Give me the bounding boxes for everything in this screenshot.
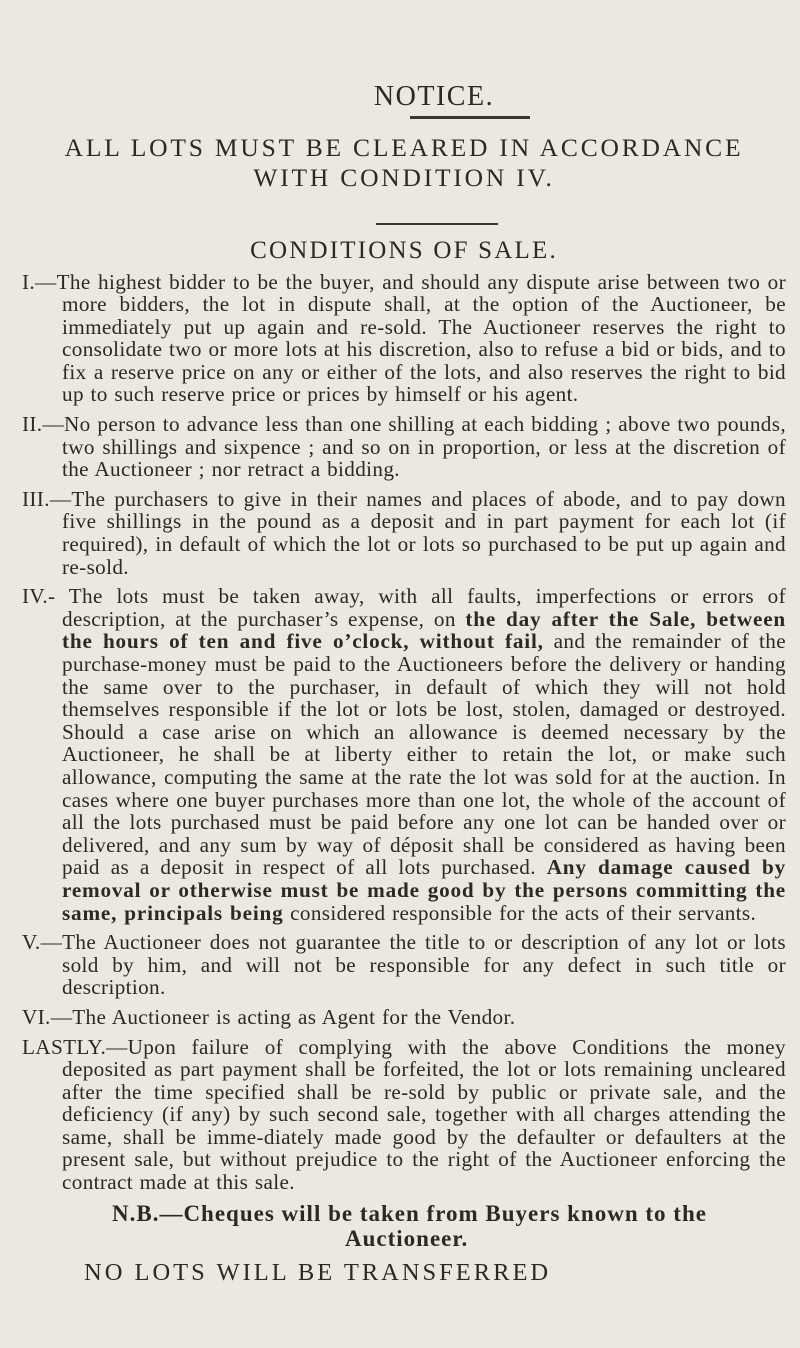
cheques-note-continued: Auctioneer. (345, 1225, 469, 1251)
condition-text: The Auctioneer is acting as Agent for the Vendor. (72, 1004, 516, 1029)
condition-number: V.— (22, 930, 63, 955)
collection-time-text: the day after the Sale, between the hours of ten and five o’clock, without fail, (62, 606, 786, 654)
no-transfer-notice: NO LOTS WILL BE TRANSFERRED (84, 1258, 552, 1286)
condition-2 (22, 413, 786, 481)
notice-title: NOTICE. (373, 81, 495, 112)
condition-text: The purchasers to give in their names and places of abode, and to pay down five shillings in the pound as a deposit and in part payment for each lot (if required), in default of which the lot or lots so purchased to be put up again and re-sold. (62, 486, 786, 579)
condition-text: The lots must be taken away, with all faults, imperfections or errors of description, at the purchaser’s expense, on (62, 584, 787, 631)
condition-number: IV.- (22, 584, 56, 609)
condition-text: The Auctioneer does not guarantee the title to or description of any lot or lots sold by him, and will not be responsible for any defect in such title or description. (62, 930, 786, 1000)
condition-number: II.— (22, 412, 64, 437)
condition-text: Upon failure of complying with the above Conditions the money deposited as part payment shall be forfeited, the lot or lots remaining uncleared after the time specified shall be re-sold by public or private sale, and the deficiency (if any) by such second sale, together with all charges attending the same, shall be imme-diately made good by the defaulter or defaulters at the present sale, but without prejudice to the right of the Auctioneer enforcing the contract made at this sale. (62, 1034, 786, 1195)
conditions-title: CONDITIONS OF SALE. (250, 236, 558, 264)
title-rule (410, 116, 530, 119)
condition-number: LASTLY.— (22, 1034, 128, 1059)
condition-6 (22, 1006, 786, 1029)
condition-lastly (22, 1036, 786, 1194)
condition-text: and the remainder of the purchase-money must be paid to the Auctioneers before the delivery or handing the same over to the purchaser, in default of which they will not hold themselves responsible if the lot or lots be lost, stolen, damaged or destroyed. Should a case arise on which an allowance is deemed necessary by the Auctioneer, he shall be at liberty either to retain the lot, or make such allowance, computing the same at the rate the lot was sold for at the auction. In cases where one buyer purchases more than one lot, the whole of the account of all the lots purchased must be paid before any one lot can be handed over or delivered, and any sum by way of déposit shall be considered as having been paid as a deposit in respect of all lots purchased. (62, 629, 786, 880)
condition-5 (22, 931, 786, 999)
condition-text: considered responsible for the acts of their servants. (283, 900, 757, 925)
damage-warning-text: Any damage caused by removal or otherwise must be made good by the persons committing the same, principals being (62, 855, 786, 925)
cheques-note: N.B.—Cheques will be taken from Buyers known to the (112, 1200, 707, 1226)
condition-number: VI.— (22, 1004, 73, 1029)
must-clear-heading: ALL LOTS MUST BE CLEARED IN ACCORDANCE WITH CONDITION IV. (64, 133, 744, 192)
condition-number: I.— (22, 269, 57, 294)
condition-1 (22, 271, 786, 407)
condition-number: III.— (22, 486, 72, 511)
condition-text: No person to advance less than one shilling at each bidding ; above two pounds, two shillings and sixpence ; and so on in proportion, or less at the discretion of the Auctioneer ; nor retract a bidding. (62, 412, 786, 482)
condition-4 (22, 585, 786, 924)
condition-3 (22, 488, 786, 578)
condition-text: The highest bidder to be the buyer, and should any dispute arise between two or more bidders, the lot in dispute shall, at the option of the Auctioneer, be immediately put up again and re-sold. The Auctioneer reserves the right to consolidate two or more lots at his discretion, also to refuse a bid or bids, and to fix a reserve price on any or either of the lots, and also reserves the right to bid up to such reserve price or prices by himself or his agent. (56, 269, 786, 407)
section-rule (376, 223, 498, 225)
